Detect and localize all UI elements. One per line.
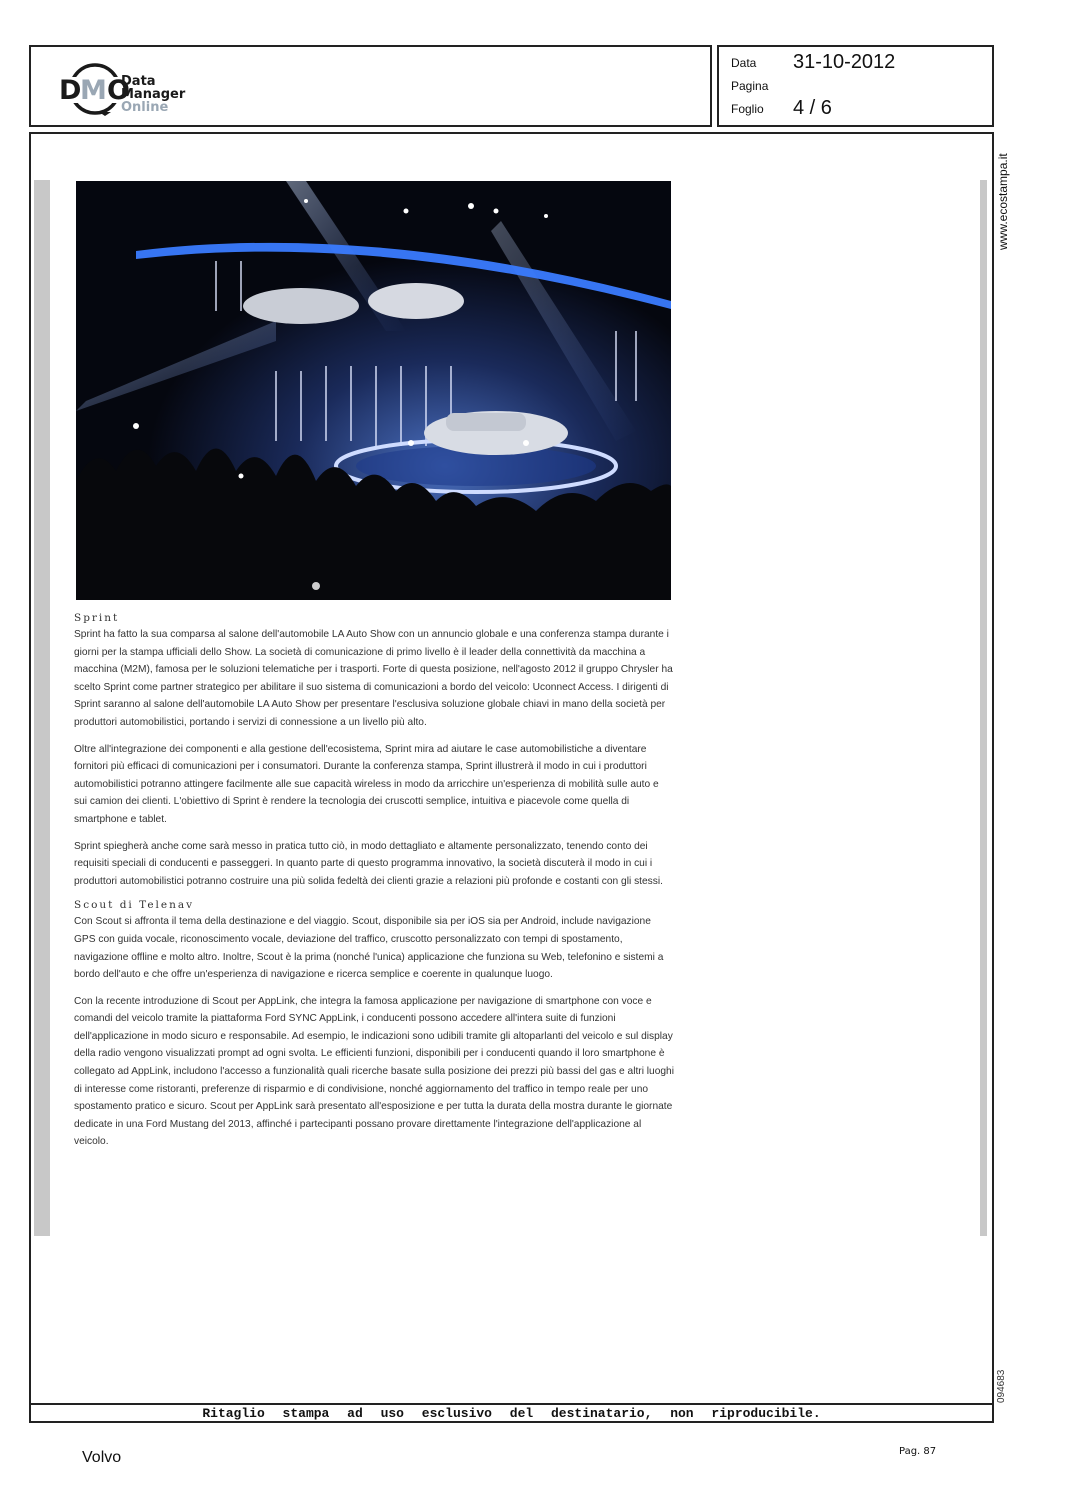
side-url: www.ecostampa.it <box>996 153 1010 250</box>
paragraph: Con la recente introduzione di Scout per AppLink, che integra la famosa applicazione per navigazione di smartphone con voce e comandi del veicolo tramite la piattaforma Ford SYNC AppLink, i conducenti possono accedere all'intera suite di funzioni dell'applicazione in modo sicuro e responsabile. Ad esempio, le indicazioni sono udibili tramite gli altoparlanti del veicolo e sul display della radio vengono visualizzati prompt ad ogni svolta. Le efficienti funzioni, disponibili per i conducenti quando il loro smartphone è collegato ad AppLink, includono l'accesso a funzionalità quali ricerche basate sulla posizione dei prezzi più bassi del gas e altri luoghi di interesse come ristoranti, preferenze di risparmio e di condivisione, nonché aggiornamento del traffico in tempo reale per uno spostamento pratico e sicuro. Scout per AppLink sarà presentato all'esposizione e per tutta la durata della mostra durante le giornate dedicate in una Ford Mustang del 2013, affinché i partecipanti possano provare direttamente l'integrazione dell'applicazione al veicolo. <box>74 995 674 1148</box>
sheet-value: 4 / 6 <box>793 97 832 119</box>
paragraph: Con Scout si affronta il tema della destinazione e del viaggio. Scout, disponibile sia per iOS sia per Android, include navigazione GPS con guida vocale, riconoscimento vocale, deviazione del traffico, cruscotto personalizzato con tempi di spostamento, navigazione offline e molto altro. Inoltre, Scout è la prima (nonché l'unica) applicazione che funziona su Web, telefonino e sistemi a bordo dell'auto e che offre un'esperienza di navigazione e ricerca semplice e coerente in qualunque luogo. <box>74 916 664 981</box>
date-label: Data <box>731 56 757 70</box>
header-meta-box <box>717 45 994 127</box>
article-body <box>74 612 674 1160</box>
paragraph: Oltre all'integrazione dei componenti e alla gestione dell'ecosistema, Sprint mira ad aiutare le case automobilistiche a diventare fornitori più efficaci di comunicazioni per i consumatori. Durante la conferenza stampa, Sprint illustrerà il modo in cui i produttori automobilistici potranno attingere facilmente alle sue capacità wireless in modo da arricchire un'esperienza di mobilità sulle auto e sui camion dei clienti. L'obiettivo di Sprint è rendere la tecnologia dei cruscotti semplice, intuitiva e piacevole come quella di smartphone e tablet. <box>74 743 659 825</box>
right-scan-bar <box>980 180 987 1236</box>
left-scan-bar <box>34 180 50 1236</box>
footer-client: Volvo <box>82 1449 122 1466</box>
section-title-sprint: Sprint <box>74 612 120 624</box>
paragraph: Sprint ha fatto la sua comparsa al salone dell'automobile LA Auto Show con un annuncio globale e una conferenza stampa durante i giorni per la stampa ufficiali dello Show. La società di comunicazione di primo livello è il leader della connettività da macchina a macchina (M2M), famosa per le soluzioni telematiche per i trasporti. Forte di questa posizione, nell'agosto 2012 il gruppo Chrysler ha scelto Sprint come partner strategico per abilitare il suo sistema di comunicazioni a bordo del veicolo: Uconnect Access. I dirigenti di Sprint saranno al salone dell'automobile LA Auto Show per presentare l'esclusiva soluzione globale chiavi in mano della società per produttori automobilistici, portando i servizi di connessione a un livello più alto. <box>74 629 673 728</box>
auto-show-photo <box>76 181 671 600</box>
logo-line-2: Manager <box>121 87 186 102</box>
date-value: 31-10-2012 <box>793 51 896 73</box>
disclaimer: Ritaglio stampa ad uso esclusivo del destinatario, non riproducibile. <box>202 1406 821 1421</box>
logo-line-1: Data <box>121 74 156 89</box>
svg-text:D: D <box>59 75 82 106</box>
sheet-label: Foglio <box>731 102 764 116</box>
footer-page-number: Pag. 87 <box>899 1446 937 1457</box>
logo-line-3: Online <box>121 100 169 115</box>
side-code: 094683 <box>996 1369 1007 1403</box>
header-logo-box <box>29 45 712 127</box>
logo-wordmark <box>121 75 185 114</box>
frame-divider <box>29 1403 994 1405</box>
svg-text:M: M <box>80 75 107 106</box>
section-title-scout: Scout di Telenav <box>74 899 195 912</box>
auto-show-stage-image <box>76 181 671 600</box>
paragraph: Sprint spiegherà anche come sarà messo in pratica tutto ciò, in modo dettagliato e altamente personalizzato, tenendo conto dei requisiti speciali di conducenti e passeggeri. In quanto parte di questo programma innovativo, la società discuterà il modo in cui i produttori automobilistici potranno costruire una più solida fedeltà dei clienti grazie a relazioni più profonde e costanti con gli stessi. <box>74 840 663 887</box>
svg-text:O: O <box>107 75 130 106</box>
page-label: Pagina <box>731 79 769 93</box>
